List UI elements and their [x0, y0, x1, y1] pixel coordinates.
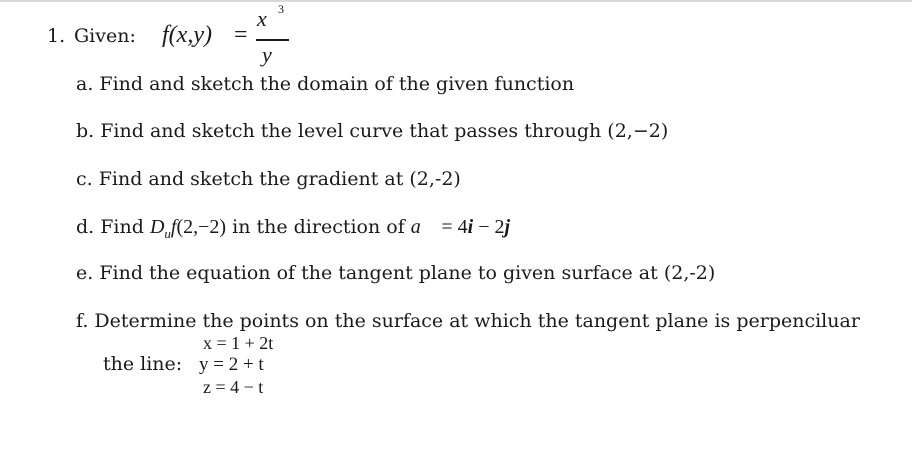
line-y-equation: y = 2 + t — [199, 354, 264, 375]
part-b: b. Find and sketch the level curve that passes through (2,−2) — [76, 120, 669, 142]
direction-vector: a⃗ — [410, 216, 437, 238]
part-d-middle: in the direction of — [226, 216, 411, 238]
given-label: Given: — [74, 25, 136, 47]
part-c: c. Find and sketch the gradient at (2,-2) — [76, 168, 461, 190]
unit-vector-j: j — [504, 216, 511, 238]
part-d-minus: − 2 — [473, 216, 505, 238]
line-z-equation: z = 4 − t — [203, 377, 264, 397]
part-d-equation: = 4 — [436, 216, 468, 238]
part-d-point: (2,−2) — [176, 216, 227, 238]
fraction-exponent: 3 — [278, 2, 284, 16]
fraction-bar — [256, 39, 289, 41]
part-d — [76, 217, 510, 240]
directional-derivative-subscript: u — [164, 225, 171, 241]
part-f: f. Determine the points on the surface at which the tangent plane is perpenciluar — [76, 310, 860, 332]
directional-derivative-operator: D — [149, 216, 165, 238]
function-equals: = — [234, 22, 248, 48]
function-lhs: f(x,y) — [162, 22, 212, 48]
part-a: a. Find and sketch the domain of the given function — [76, 73, 575, 95]
fraction-denominator: y — [262, 42, 272, 67]
top-border — [0, 0, 912, 2]
question-number: 1. — [47, 25, 66, 47]
part-d-function: f — [170, 216, 177, 238]
fraction-numerator: x — [257, 6, 267, 31]
unit-vector-i: i — [467, 216, 474, 238]
part-e: e. Find the equation of the tangent plane to given surface at (2,-2) — [76, 262, 716, 284]
line-x-equation: x = 1 + 2t — [203, 333, 274, 353]
part-d-prefix: d. Find — [76, 216, 150, 238]
line-label: the line: — [103, 353, 183, 375]
